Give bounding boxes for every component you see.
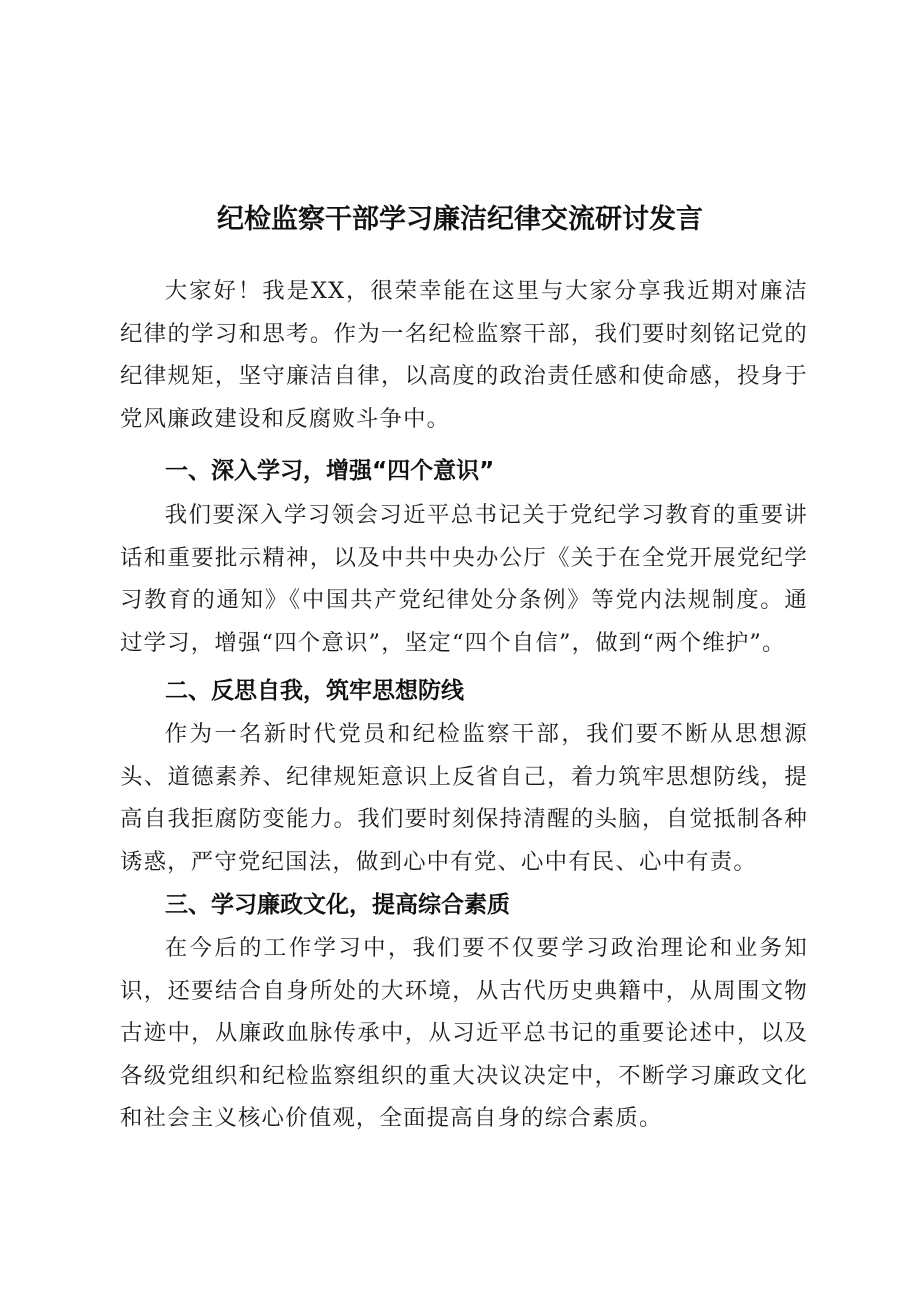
section-body-3: 在今后的工作学习中，我们要不仅要学习政治理论和业务知识，还要结合自身所处的大环境，从古代历史典籍中，从周围文物古迹中，从廉政血脉传承中，从习近平总书记的重要论述中，以及各级党组织和纪检监察组织的重大决议决定中，不断学习廉政文化和社会主义核心价值观，全面提高自身的综合素质。 bbox=[120, 935, 808, 1131]
section-body-2: 作为一名新时代党员和纪检监察干部，我们要不断从思想源头、道德素养、纪律规矩意识上反省自己，着力筑牢思想防线，提高自我拒腐防变能力。我们要时刻保持清醒的头脑，自觉抵制各种诱惑，严守党纪国法，做到心中有党、心中有民、心中有责。 bbox=[120, 721, 808, 875]
section-body-1: 我们要深入学习领会习近平总书记关于党纪学习教育的重要讲话和重要批示精神，以及中共中央办公厅《关于在全党开展党纪学习教育的通知》《中国共产党纪律处分条例》等党内法规制度。通过学习，增强“四个意识”，坚定“四个自信”，做到“两个维护”。 bbox=[120, 502, 808, 656]
intro-paragraph: 大家好！我是XX，很荣幸能在这里与大家分享我近期对廉洁纪律的学习和思考。作为一名纪检监察干部，我们要时刻铭记党的纪律规矩，坚守廉洁自律，以高度的政治责任感和使命感，投身于党风廉政建设和反腐败斗争中。 bbox=[120, 278, 808, 432]
document-title: 纪检监察干部学习廉洁纪律交流研讨发言 bbox=[217, 204, 703, 236]
section-heading-2: 二、反思自我，筑牢思想防线 bbox=[165, 678, 464, 704]
section-heading-3: 三、学习廉政文化，提高综合素质 bbox=[165, 892, 510, 918]
section-heading-1: 一、深入学习，增强“四个意识” bbox=[165, 458, 495, 484]
